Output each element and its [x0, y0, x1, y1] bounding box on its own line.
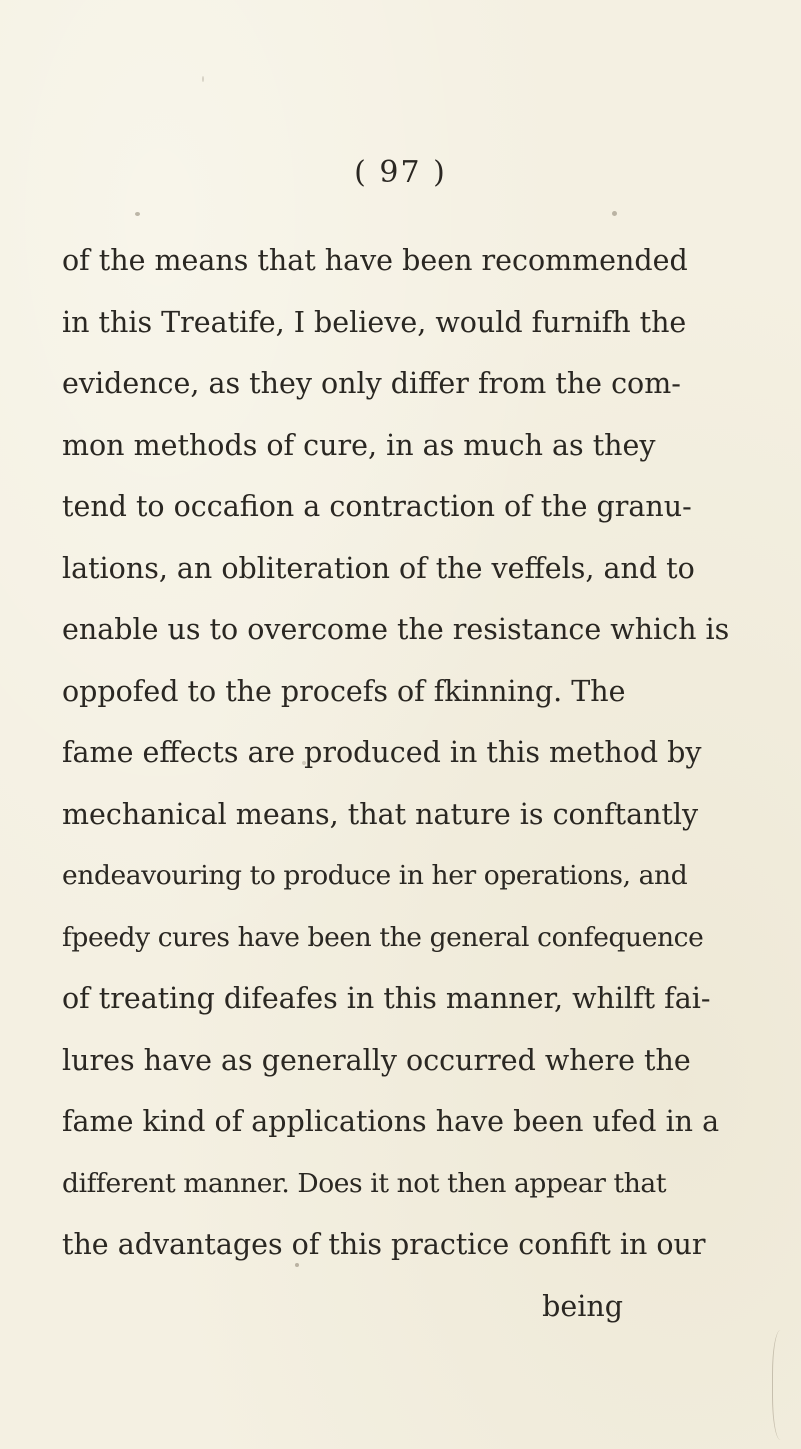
text-line: tend to occafion a contraction of the granu- [62, 490, 692, 523]
paper-spot [135, 212, 140, 216]
paper-spot [295, 1263, 299, 1267]
text-line: lations, an obliteration of the veffels, and to [62, 551, 695, 585]
text-line: of the means that have been recommended [62, 244, 688, 277]
text-line: fame kind of applications have been ufed in a [62, 1105, 720, 1138]
text-line: different manner. Does it not then appear that [62, 1167, 667, 1199]
text-line: lures have as generally occurred where the [62, 1043, 691, 1077]
paper-spot [302, 761, 306, 765]
text-line: fame effects are produced in this method by [62, 736, 702, 769]
paper-spot [202, 76, 204, 82]
text-line: mechanical means, that nature is conftantly [62, 797, 699, 831]
text-line: in this Treatife, I believe, would furnifh the [62, 305, 687, 339]
catchword: being [542, 1289, 623, 1323]
text-line: mon methods of cure, in as much as they [62, 428, 656, 462]
body-text [62, 230, 730, 1337]
page-edge-mark [772, 1330, 793, 1440]
text-line: enable us to overcome the resistance which is [62, 613, 730, 646]
text-line: endeavouring to produce in her operations, and [62, 860, 688, 891]
text-line: the advantages of this practice confift in our [62, 1228, 706, 1261]
page-number: ( 97 ) [354, 155, 447, 190]
text-line: fpeedy cures have been the general confequence [62, 921, 704, 953]
text-line: of treating difeafes in this manner, whilft fai- [62, 982, 711, 1015]
paper-spot [612, 211, 617, 216]
text-line: oppofed to the procefs of fkinning. The [62, 674, 626, 708]
text-line: evidence, as they only differ from the com- [62, 367, 681, 400]
